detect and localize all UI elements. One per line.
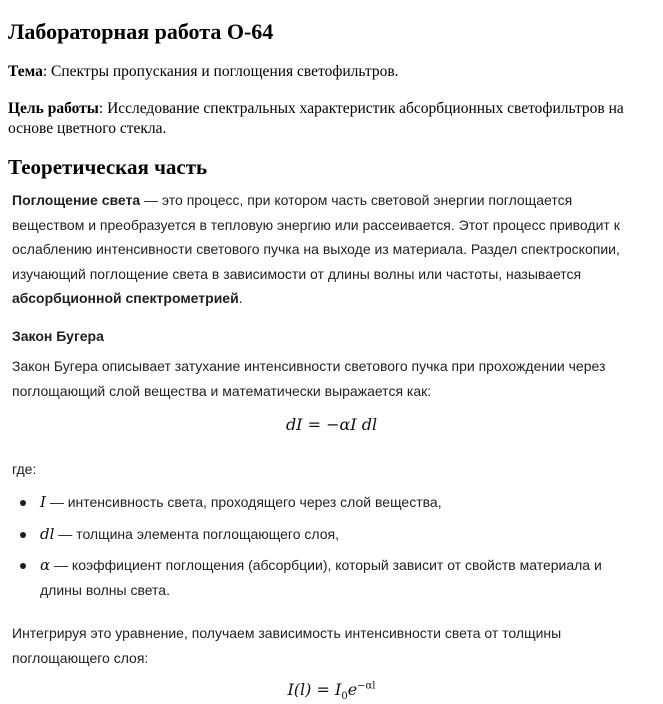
formula1-lhs: dI	[285, 415, 303, 434]
absorption-end: .	[238, 290, 243, 306]
section-heading: Теоретическая часть	[8, 155, 208, 179]
bouguer-integral-formula	[0, 680, 663, 702]
bullet-icon	[20, 563, 26, 569]
definition-text: — интенсивность света, проходящего через слой вещества,	[45, 494, 442, 510]
formula2-e: e	[347, 680, 358, 699]
bullet-icon	[20, 532, 26, 538]
formula2-base: I	[334, 680, 342, 699]
topic-label: Тема	[8, 63, 43, 80]
absorption-paragraph	[12, 188, 642, 311]
list-item	[12, 490, 632, 515]
list-item	[12, 522, 632, 547]
bouguer-law-heading: Закон Бугера	[12, 328, 104, 344]
absorption-term-2: абсорбционной спектрометрией	[12, 290, 239, 306]
where-label: где:	[12, 461, 37, 477]
formula1-rhs: αI dl	[339, 415, 378, 434]
topic-text: : Спектры пропускания и поглощения светофильтров.	[42, 63, 399, 80]
absorption-text: — это процесс, при котором часть световой энергии поглощается веществом и преобразуется в тепловую энергию или рассеивается. Этот процесс приводит к ослаблению интенсивности светового пучка на выходе из материала. Раздел спектроскопии, изучающий поглощение света в зависимости от длины волны или частоты, называется	[12, 192, 620, 282]
page-title: Лабораторная работа О-64	[8, 19, 274, 44]
goal-label: Цель работы	[8, 100, 99, 117]
definition-symbol: I	[40, 493, 46, 511]
goal-line	[8, 99, 648, 139]
absorption-term: Поглощение света	[12, 192, 141, 208]
definitions-list	[12, 490, 632, 609]
bouguer-differential-formula	[0, 415, 663, 434]
integration-paragraph: Интегрируя это уравнение, получаем зависимость интенсивности света от толщины поглощающего слоя:	[12, 625, 562, 666]
definition-symbol: α	[40, 556, 51, 574]
bouguer-law-paragraph: Закон Бугера описывает затухание интенсивности светового пучка при прохождении через поглощающий слой вещества и математически выражается как:	[12, 358, 606, 399]
definition-text: — коэффициент поглощения (абсорбции), который зависит от свойств материала и длины волны света.	[40, 557, 602, 598]
formula2-exp: −αl	[357, 680, 376, 692]
formula2-lhs: I(l)	[287, 680, 312, 699]
bullet-icon	[20, 500, 26, 506]
goal-text: : Исследование спектральных характеристик абсорбционных светофильтров на основе цветного стекла.	[8, 100, 624, 137]
formula2-eq: =	[311, 680, 335, 699]
definition-text: — толщина элемента поглощающего слоя,	[54, 525, 339, 542]
list-item	[12, 553, 632, 602]
formula2-sub: 0	[341, 691, 348, 703]
formula1-eq: = −	[302, 415, 340, 434]
definition-symbol: dl	[40, 524, 55, 543]
topic-line	[8, 62, 648, 82]
